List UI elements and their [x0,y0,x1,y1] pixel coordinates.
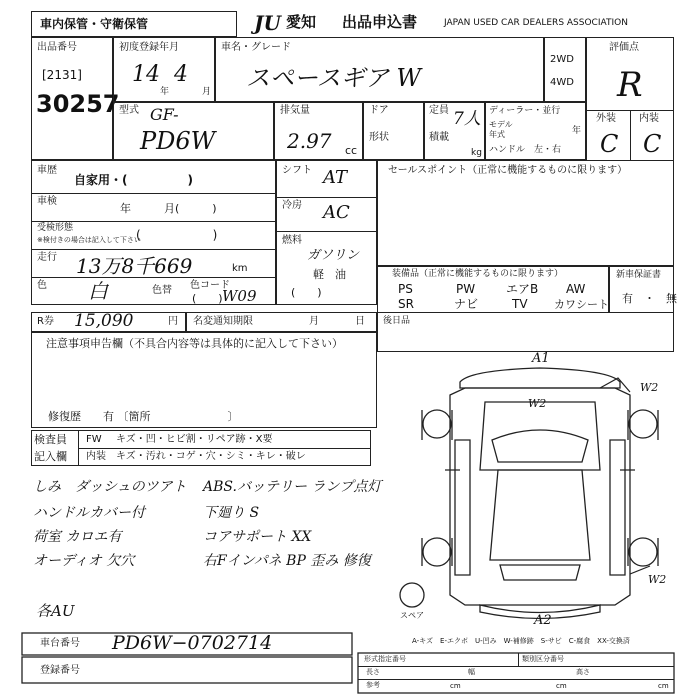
inspection-receipt-label: 受検形態 [37,223,74,233]
association-name: JAPAN USED CAR DEALERS ASSOCIATION [444,18,628,28]
color-code-value: W09 [222,287,257,305]
note-line: 荷室 カロエ有 [33,529,122,545]
registration-label: 初度登録年月 [119,42,179,53]
damage-a2: A2 [534,613,552,628]
mileage-unit: km [232,263,248,274]
inspector-row1: キズ・凹・ヒビ割・リペア跡・X要 [116,434,273,445]
height-label: 高さ [576,668,590,676]
inspector-row1-label: FW [86,434,102,445]
fuel-label: 燃料 [282,235,302,246]
inspector-row2: キズ・汚れ・コゲ・穴・シミ・キレ・破レ [116,451,306,462]
notice-label: 名変通知期限 [193,316,253,327]
damage-legend: A-キズ E-エクボ U-凹み W-補修跡 S-サビ C-腐食 XX-交換済 [412,637,630,645]
shift-value: AT [323,167,348,188]
spare-label: スペア [400,611,424,620]
ext-label: 外装 [596,113,616,124]
type-prefix: GF- [150,105,179,124]
cooling-label: 冷房 [282,200,302,211]
inspection-label: 車検 [37,196,57,207]
month-unit: 月 [202,87,212,97]
reg-number-label: 登録番号 [40,665,80,676]
rating-label: 評価点 [609,42,639,53]
color-change-value: ( ) [192,292,223,305]
displacement-value: 2.97 [287,129,332,153]
repair-history: 修復歴 有 〔箇所 〕 [48,410,239,423]
after-day-label: 後日品 [383,316,411,326]
note-line: ハンドルカバー付 [33,505,145,521]
lot-number: 30257 [36,90,120,118]
equipment-navi: ナビ [454,297,479,311]
damage-w2-roof: W2 [528,397,547,410]
color-value: 白 [88,279,108,303]
inspector-label2: 記入欄 [34,450,67,463]
note-line: しみ ダッシュのツアト [33,479,187,495]
history-label: 車歴 [37,165,57,176]
logo-text: 愛知 [286,13,317,31]
capacity-label: 定員 [429,105,449,116]
cm-unit: cm [450,682,461,690]
damage-w2-top: W2 [640,381,659,394]
inspector-label1: 検査員 [34,433,67,446]
chassis-value: PD6W−0702714 [112,632,273,654]
warranty-label: 新車保証書 [616,270,662,280]
capacity-value: 7人 [453,109,481,129]
fuel-diesel: 軽 油 [313,268,346,281]
class-label: 類別区分番号 [522,655,564,663]
damage-a1: A1 [532,351,550,366]
displacement-unit: cc [345,144,358,157]
equipment-airbag: エアB [506,282,539,296]
ju-logo: JU [254,11,281,35]
recycle-label: R券 [37,316,54,327]
note-line: 下廻り S [203,505,260,521]
ref-label: 参考 [366,681,380,689]
ext-grade: C [600,130,619,158]
spec-table [358,653,674,693]
equipment-pw: PW [456,282,476,296]
int-label: 内装 [639,113,659,124]
inspector-row2-label: 内装 [86,451,106,462]
shift-label: シフト [282,165,312,176]
notes-label: 注意事項申告欄（不具合内容等は具体的に記入して下さい） [46,337,343,350]
storage-tab-label: 車内保管・守衛保管 [40,17,149,31]
mileage-value: 13万8千669 [76,254,193,278]
registration-year: 14 [132,62,160,87]
color-change-label: 色替 [152,285,172,296]
cooling-value: AC [323,202,350,223]
note-line: オーディオ 欠穴 [33,553,135,569]
model-year-label2: 年式 [489,130,505,139]
fuel-other: ( ) [291,286,322,299]
type-value: PD6W [140,127,216,155]
cm-unit: cm [556,682,567,690]
type-label: 型式 [119,105,139,116]
drive-2wd: 2WD [550,54,574,65]
recycle-value: 15,090 [74,311,134,331]
model-year-label: モデル [489,120,513,129]
registration-month: 4 [174,62,188,87]
rating-value: R [617,65,643,105]
door-label: ドア [369,105,389,116]
note-line: コアサポート XX [203,529,312,545]
color-code-label: 色コード [190,280,230,291]
equipment-sr: SR [398,297,414,311]
doc-title: 出品申込書 [342,13,418,31]
inspection-receipt-note: ※検付きの場合は記入して下さい [37,236,141,244]
equipment-seat: カワシート [554,298,609,311]
load-unit: kg [471,148,482,158]
damage-w2-rear: W2 [648,573,667,586]
year-unit: 年 [160,87,170,97]
note-line: 右Fインパネ BP 歪み 修復 [203,553,371,569]
equipment-tv: TV [512,297,528,311]
displacement-label: 排気量 [280,105,310,116]
color-label: 色 [37,280,47,291]
lot-label: 出品番号 [37,42,77,53]
chassis-label: 車台番号 [40,638,80,649]
mileage-label: 走行 [37,252,57,263]
cm-unit: cm [658,682,669,690]
notice-month: 月 [309,316,319,327]
int-grade: C [643,130,662,158]
length-label: 長さ [366,668,380,676]
note-line: ABS.バッテリー ランプ点灯 [203,479,382,495]
notice-day: 日 [355,316,365,327]
model-name-value: スペースギア W [246,64,422,92]
equipment-label: 装備品（正常に機能するものに限ります） [392,269,564,279]
selling-points-label: セールスポイント（正常に機能するものに限ります） [388,165,628,176]
year-suffix: 年 [572,126,582,136]
warranty-value: 有 ・ 無 [622,292,677,305]
equipment-aw: AW [566,282,586,296]
inspection-receipt-value: ( ) [136,228,218,242]
width-label: 幅 [468,668,475,676]
history-value: 自家用・( ) [74,173,193,187]
shape-label: 形状 [369,132,389,143]
equipment-ps: PS [398,282,413,296]
handle-label: ハンドル 左・右 [489,145,562,155]
drive-4wd: 4WD [550,77,574,88]
recycle-unit: 円 [168,316,178,327]
fuel-gasoline: ガソリン [307,248,360,263]
dim-label: 形式指定番号 [364,655,406,663]
lot-code: [2131] [42,68,82,82]
model-name-label: 車名・グレード [221,42,291,53]
load-label: 積載 [429,132,449,143]
bottom-note: 各AU [36,602,75,620]
dealer-label: ディーラー・並行 [489,106,561,116]
inspection-value: 年 月( ) [120,202,217,215]
